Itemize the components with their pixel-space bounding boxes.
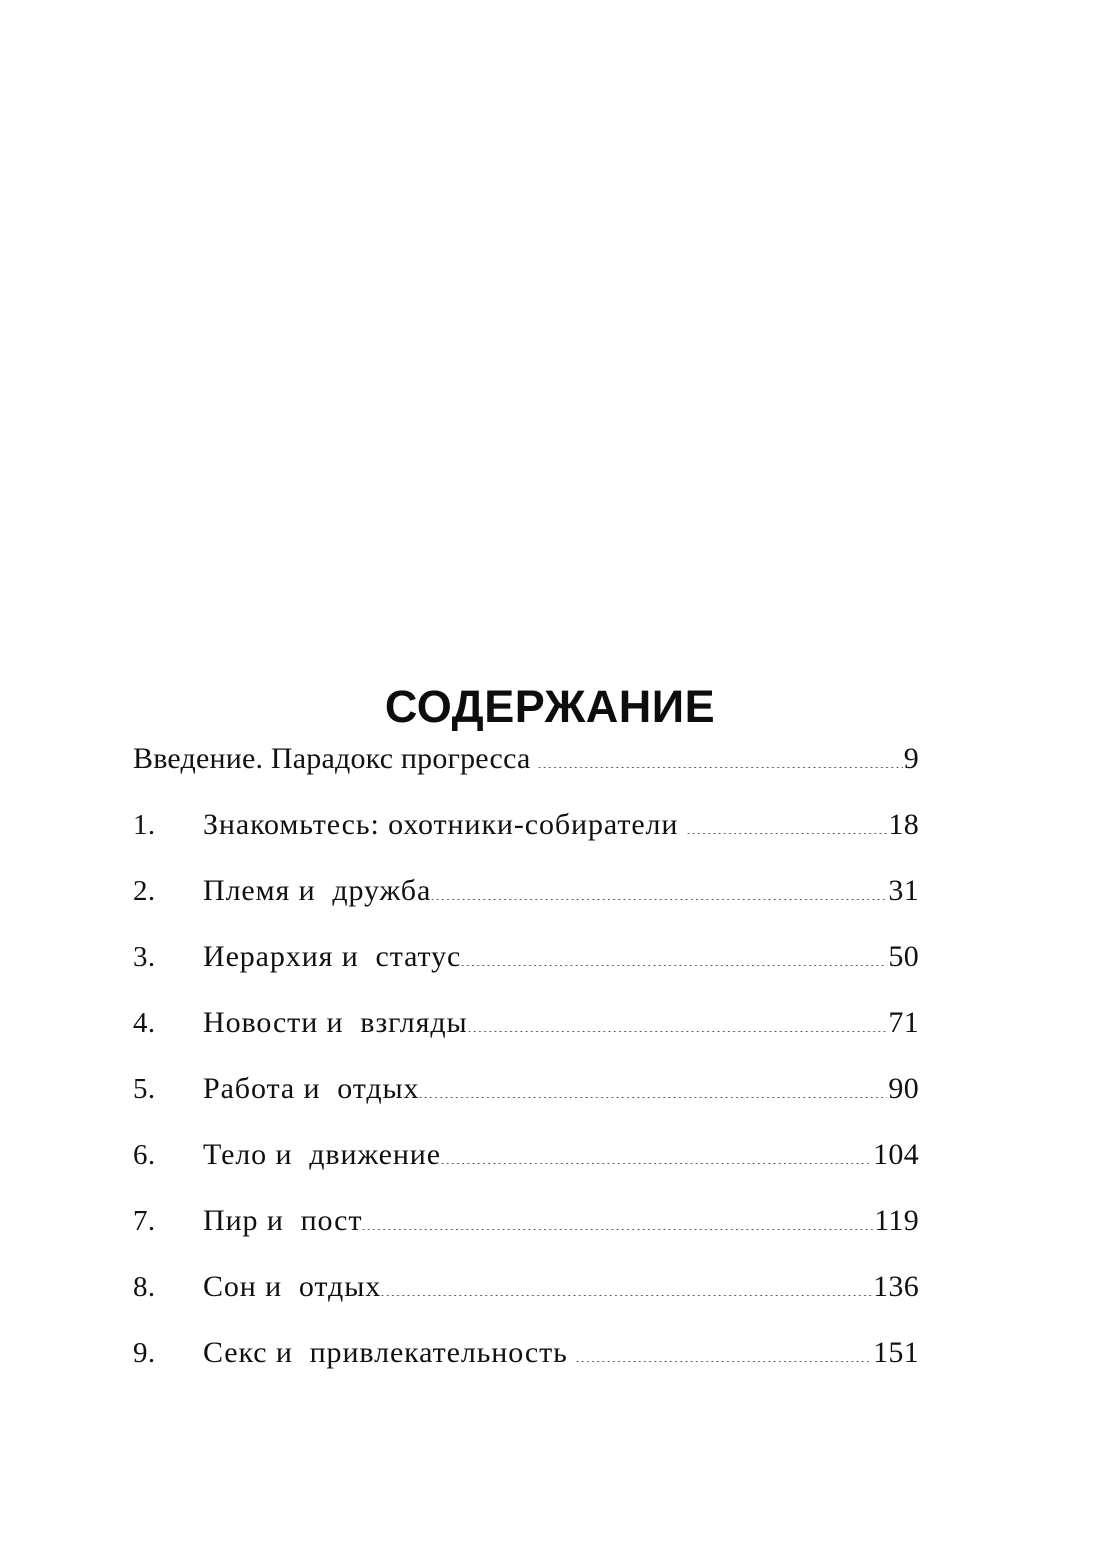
toc-entry-label: Новости и взгляды xyxy=(203,1006,468,1039)
toc-entry-page: 18 xyxy=(888,808,919,841)
toc-dot-leader xyxy=(468,1031,888,1032)
toc-entry-page: 71 xyxy=(888,1006,919,1039)
toc-entry-label: Иерархия и статус xyxy=(203,940,462,973)
toc-entry-label: Введение. Парадокс прогресса xyxy=(133,742,539,775)
toc-entry[interactable] xyxy=(133,808,919,874)
page-title: СОДЕРЖАНИЕ xyxy=(384,681,716,733)
toc-dot-leader xyxy=(362,1229,873,1230)
toc-dot-leader xyxy=(381,1295,872,1296)
toc-entry[interactable] xyxy=(133,1072,919,1138)
toc-entry[interactable] xyxy=(133,1138,919,1204)
toc-entry-number: 4. xyxy=(133,1007,156,1039)
toc-entry-number: 5. xyxy=(133,1073,156,1105)
toc-entry-number: 7. xyxy=(133,1205,156,1237)
toc-entry[interactable] xyxy=(133,1336,919,1402)
toc-dot-leader xyxy=(461,965,887,966)
toc-entry-label: Пир и пост xyxy=(203,1204,363,1237)
toc-dot-leader xyxy=(538,767,903,768)
toc-entry[interactable] xyxy=(133,1270,919,1336)
toc-entry-number: 8. xyxy=(133,1271,156,1303)
toc-entry-label: Знакомьтесь: охотники-собиратели xyxy=(203,808,687,841)
table-of-contents xyxy=(133,742,919,1402)
toc-entry-page: 50 xyxy=(888,940,919,973)
toc-entry-number: 1. xyxy=(133,809,156,841)
toc-entry[interactable] xyxy=(133,940,919,1006)
toc-entry-label: Работа и отдых xyxy=(203,1072,420,1105)
toc-entry[interactable] xyxy=(133,1006,919,1072)
toc-entry-number: 9. xyxy=(133,1337,156,1369)
toc-entry-label: Племя и дружба xyxy=(203,874,432,907)
toc-entry-number: 3. xyxy=(133,941,156,973)
toc-entry-page: 136 xyxy=(873,1270,919,1303)
toc-entry[interactable] xyxy=(133,742,919,808)
toc-entry-label: Сон и отдых xyxy=(203,1270,382,1303)
toc-entry-number: 6. xyxy=(133,1139,156,1171)
toc-entry-number: 2. xyxy=(133,875,156,907)
toc-entry-page: 31 xyxy=(888,874,919,907)
toc-entry-label: Секс и привлекательность xyxy=(203,1336,577,1369)
toc-entry[interactable] xyxy=(133,1204,919,1270)
toc-dot-leader xyxy=(576,1361,872,1362)
toc-entry-page: 90 xyxy=(888,1072,919,1105)
toc-entry-page: 151 xyxy=(873,1336,919,1369)
toc-dot-leader xyxy=(431,899,887,900)
toc-entry-page: 119 xyxy=(874,1204,919,1237)
toc-dot-leader xyxy=(419,1097,887,1098)
toc-entry-label: Тело и движение xyxy=(203,1138,441,1171)
toc-dot-leader xyxy=(687,833,888,834)
toc-entry-page: 104 xyxy=(873,1138,919,1171)
toc-entry-page: 9 xyxy=(903,742,919,775)
toc-entry[interactable] xyxy=(133,874,919,940)
toc-dot-leader xyxy=(441,1163,872,1164)
